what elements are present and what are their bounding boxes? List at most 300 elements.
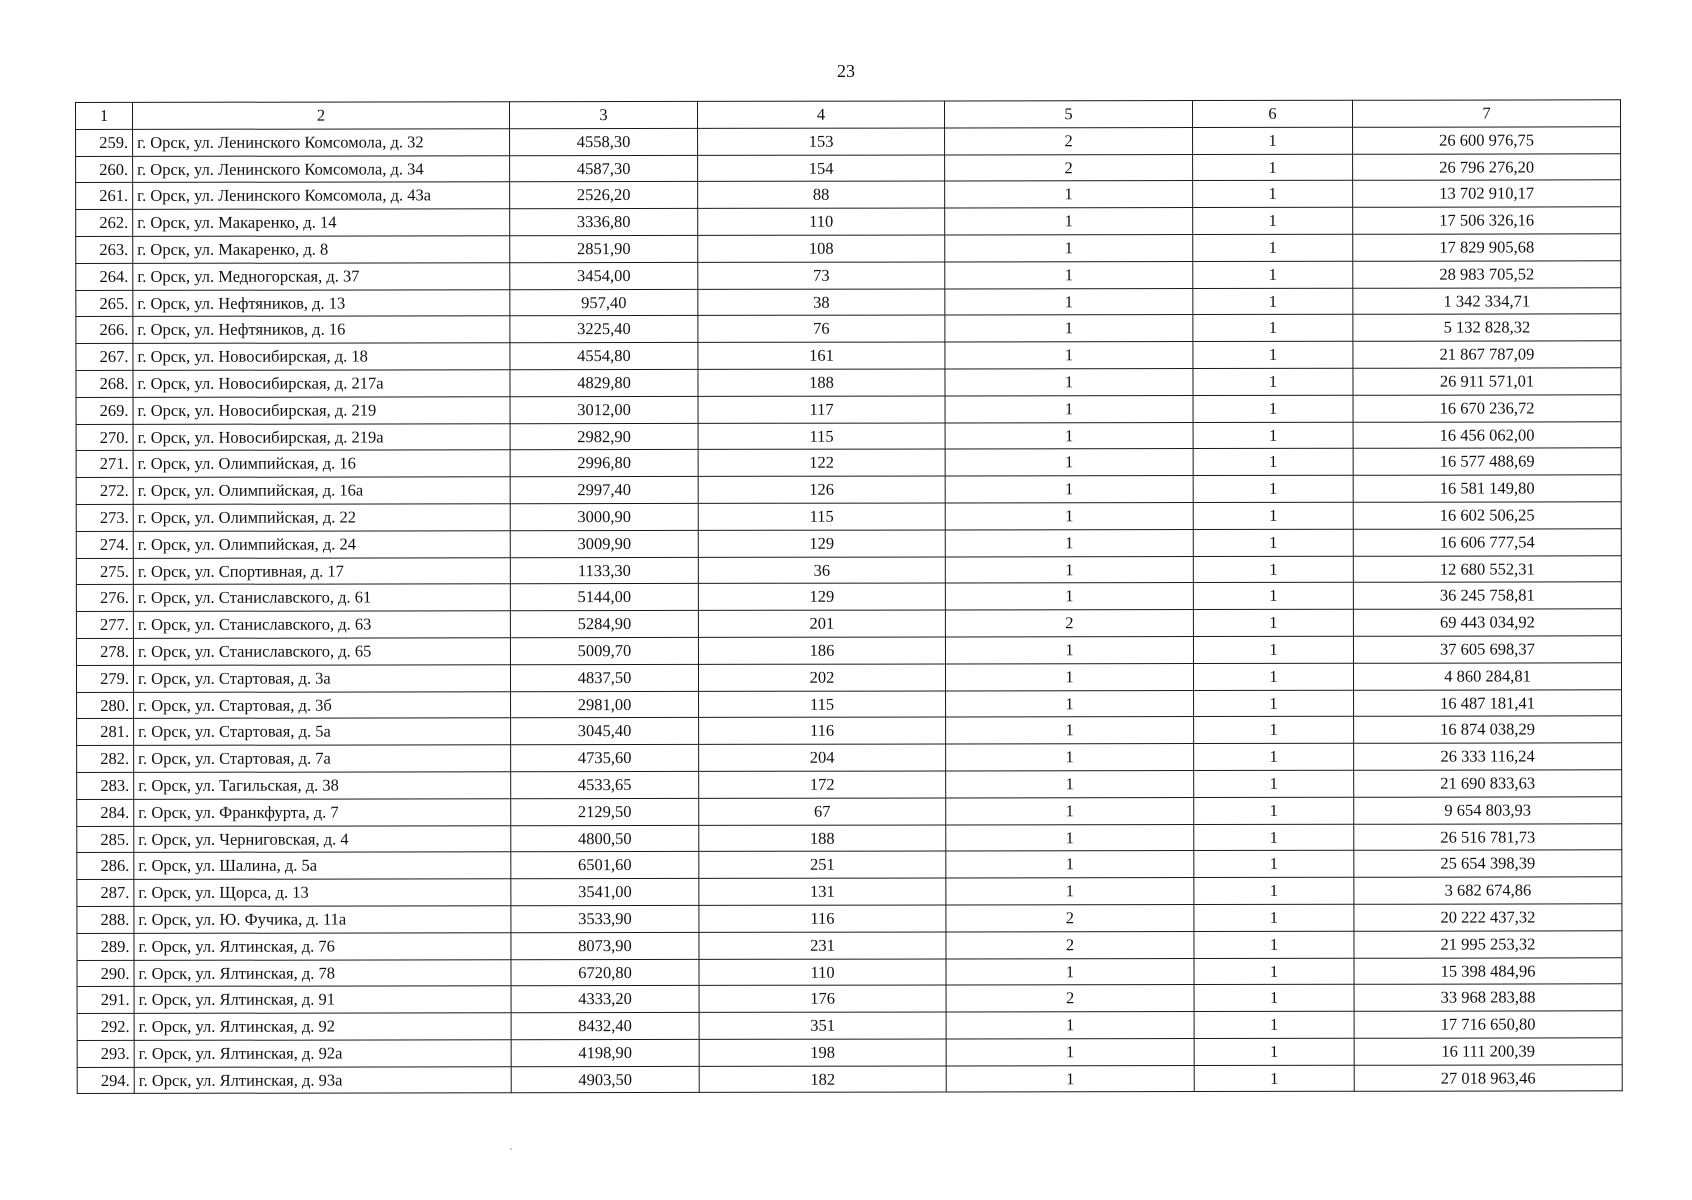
page-number: 23 [837, 61, 855, 81]
amount-cell: 16 111 200,39 [1354, 1038, 1622, 1065]
col5-cell: 1 [945, 556, 1193, 583]
address-cell: г. Орск, ул. Нефтяников, д. 16 [133, 316, 510, 343]
area-cell: 2981,00 [511, 691, 699, 718]
col6-cell: 1 [1193, 449, 1353, 476]
address-cell: г. Орск, ул. Станиславского, д. 63 [133, 611, 510, 638]
residents-cell: 76 [698, 315, 945, 342]
row-number-cell: 284. [77, 799, 134, 826]
row-number-cell: 268. [76, 370, 133, 397]
col5-cell: 1 [945, 663, 1193, 690]
row-number-cell: 281. [77, 719, 134, 746]
col5-cell: 1 [945, 449, 1193, 476]
residents-cell: 126 [698, 476, 945, 503]
table-row [76, 207, 1621, 236]
address-cell: г. Орск, ул. Ялтинская, д. 78 [134, 959, 511, 986]
table-row [77, 797, 1622, 826]
area-cell: 4554,80 [510, 343, 698, 370]
table-row [77, 1011, 1622, 1040]
col6-cell: 1 [1193, 368, 1353, 395]
area-cell: 2996,80 [510, 450, 698, 477]
table-row [77, 877, 1622, 906]
area-cell: 3336,80 [510, 209, 698, 236]
col5-cell: 1 [945, 342, 1193, 369]
amount-cell: 1 342 334,71 [1353, 287, 1621, 314]
area-cell: 6720,80 [511, 959, 699, 986]
address-cell: г. Орск, ул. Стартовая, д. 7а [134, 745, 511, 772]
col6-cell: 1 [1194, 690, 1354, 717]
col5-cell: 1 [945, 315, 1193, 342]
address-cell: г. Орск, ул. Олимпийская, д. 24 [133, 530, 510, 557]
column-number-cell: 4 [697, 101, 944, 128]
row-number-cell: 293. [77, 1040, 134, 1067]
area-cell: 3541,00 [511, 879, 699, 906]
col5-cell: 1 [946, 770, 1194, 797]
col6-cell: 1 [1193, 181, 1353, 208]
col6-cell: 1 [1194, 1038, 1354, 1065]
amount-cell: 16 874 038,29 [1354, 716, 1622, 743]
address-cell: г. Орск, ул. Нефтяников, д. 13 [133, 289, 510, 316]
area-cell: 4800,50 [511, 825, 699, 852]
table-row [76, 127, 1621, 156]
area-cell: 3533,90 [511, 905, 699, 932]
address-cell: г. Орск, ул. Ялтинская, д. 93а [134, 1066, 511, 1093]
residents-cell: 122 [698, 449, 945, 476]
col6-cell: 1 [1194, 851, 1354, 878]
col5-cell: 1 [945, 235, 1193, 262]
amount-cell: 16 602 506,25 [1353, 502, 1621, 529]
row-number-cell: 274. [76, 531, 133, 558]
residents-cell: 38 [698, 289, 945, 316]
area-cell: 4533,65 [511, 771, 699, 798]
address-cell: г. Орск, ул. Ленинского Комсомола, д. 32 [133, 129, 510, 156]
residents-cell: 202 [698, 664, 945, 691]
area-cell: 957,40 [510, 289, 698, 316]
table-row [76, 475, 1621, 504]
address-cell: г. Орск, ул. Шалина, д. 5а [134, 852, 511, 879]
col6-cell: 1 [1194, 904, 1354, 931]
table-row [76, 368, 1621, 397]
row-number-cell: 265. [76, 290, 133, 317]
col6-cell: 1 [1193, 502, 1353, 529]
table-row [76, 153, 1621, 182]
address-cell: г. Орск, ул. Стартовая, д. 3б [134, 691, 511, 718]
row-number-cell: 282. [77, 746, 134, 773]
residents-cell: 186 [698, 637, 945, 664]
row-number-cell: 276. [76, 585, 133, 612]
address-cell: г. Орск, ул. Новосибирская, д. 217а [133, 370, 510, 397]
col5-cell: 1 [945, 208, 1193, 235]
col6-cell: 1 [1193, 636, 1353, 663]
area-cell: 2997,40 [510, 477, 698, 504]
table-row [76, 287, 1621, 316]
address-cell: г. Орск, ул. Ленинского Комсомола, д. 43а [133, 182, 510, 209]
address-cell: г. Орск, ул. Макаренко, д. 14 [133, 209, 510, 236]
residents-cell: 115 [698, 503, 945, 530]
col6-cell: 1 [1194, 1065, 1354, 1092]
col5-cell: 1 [946, 958, 1194, 985]
residents-cell: 108 [698, 235, 945, 262]
row-number-cell: 266. [76, 317, 133, 344]
row-number-cell: 270. [76, 424, 133, 451]
table-row [77, 931, 1622, 960]
amount-cell: 17 829 905,68 [1353, 234, 1621, 261]
area-cell: 4903,50 [511, 1066, 699, 1093]
address-cell: г. Орск, ул. Щорса, д. 13 [134, 879, 511, 906]
row-number-cell: 292. [77, 1013, 134, 1040]
residents-cell: 116 [699, 905, 946, 932]
table-row [77, 770, 1622, 799]
col5-cell: 2 [946, 985, 1194, 1012]
amount-cell: 16 487 181,41 [1354, 689, 1622, 716]
col5-cell: 1 [946, 690, 1194, 717]
amount-cell: 26 333 116,24 [1354, 743, 1622, 770]
residents-cell: 231 [699, 932, 946, 959]
row-number-cell: 290. [77, 960, 134, 987]
col6-cell: 1 [1194, 824, 1354, 851]
row-number-cell: 271. [76, 451, 133, 478]
address-cell: г. Орск, ул. Спортивная, д. 17 [133, 557, 510, 584]
col5-cell: 1 [945, 476, 1193, 503]
col5-cell: 1 [946, 744, 1194, 771]
col5-cell: 1 [945, 369, 1193, 396]
area-cell: 2129,50 [511, 798, 699, 825]
col6-cell: 1 [1193, 395, 1353, 422]
table-body [76, 100, 1623, 1094]
row-number-cell: 267. [76, 344, 133, 371]
table-row [76, 261, 1621, 290]
residents-cell: 251 [699, 851, 946, 878]
amount-cell: 15 398 484,96 [1354, 957, 1622, 984]
residents-cell: 182 [699, 1066, 946, 1093]
col6-cell: 1 [1193, 315, 1353, 342]
table-row [77, 823, 1622, 852]
table-row [77, 957, 1622, 986]
amount-cell: 16 456 062,00 [1353, 421, 1621, 448]
col5-cell: 1 [946, 878, 1194, 905]
col5-cell: 1 [946, 824, 1194, 851]
residents-cell: 131 [699, 878, 946, 905]
area-cell: 2851,90 [510, 235, 698, 262]
table-row [76, 421, 1621, 450]
col5-cell: 1 [946, 1038, 1194, 1065]
area-cell: 3454,00 [510, 262, 698, 289]
row-number-cell: 264. [76, 263, 133, 290]
table-row [76, 582, 1621, 611]
area-cell: 2982,90 [510, 423, 698, 450]
row-number-cell: 259. [76, 129, 133, 156]
row-number-cell: 263. [76, 236, 133, 263]
address-cell: г. Орск, ул. Франкфурта, д. 7 [134, 798, 511, 825]
row-number-cell: 291. [77, 987, 134, 1014]
residents-cell: 188 [698, 369, 945, 396]
col6-cell: 1 [1194, 1011, 1354, 1038]
col6-cell: 1 [1194, 958, 1354, 985]
col6-cell: 1 [1194, 797, 1354, 824]
col6-cell: 1 [1193, 234, 1353, 261]
amount-cell: 17 716 650,80 [1354, 1011, 1622, 1038]
col6-cell: 1 [1193, 475, 1353, 502]
amount-cell: 27 018 963,46 [1354, 1064, 1622, 1091]
amount-cell: 4 860 284,81 [1353, 663, 1621, 690]
col6-cell: 1 [1193, 556, 1353, 583]
col6-cell: 1 [1193, 341, 1353, 368]
amount-cell: 26 911 571,01 [1353, 368, 1621, 395]
residents-cell: 115 [698, 423, 945, 450]
amount-cell: 26 600 976,75 [1353, 127, 1621, 154]
column-number-cell: 7 [1352, 100, 1620, 127]
amount-cell: 21 690 833,63 [1354, 770, 1622, 797]
amount-cell: 28 983 705,52 [1353, 261, 1621, 288]
address-cell: г. Орск, ул. Ялтинская, д. 91 [134, 986, 511, 1013]
col6-cell: 1 [1193, 127, 1353, 154]
col6-cell: 1 [1193, 261, 1353, 288]
row-number-cell: 269. [76, 397, 133, 424]
area-cell: 4558,30 [510, 128, 698, 155]
table-row [77, 1064, 1622, 1093]
column-number-cell: 1 [76, 102, 133, 129]
amount-cell: 20 222 437,32 [1354, 904, 1622, 931]
address-cell: г. Орск, ул. Черниговская, д. 4 [134, 825, 511, 852]
residents-cell: 115 [699, 691, 946, 718]
col6-cell: 1 [1193, 663, 1353, 690]
area-cell: 6501,60 [511, 852, 699, 879]
column-number-cell: 6 [1192, 100, 1352, 127]
table-row [76, 180, 1621, 209]
address-cell: г. Орск, ул. Ялтинская, д. 76 [134, 932, 511, 959]
table-row [76, 609, 1621, 638]
col5-cell: 2 [946, 931, 1194, 958]
col6-cell: 1 [1194, 717, 1354, 744]
col5-cell: 1 [946, 1012, 1194, 1039]
row-number-cell: 279. [76, 665, 133, 692]
residents-cell: 153 [698, 128, 945, 155]
residents-cell: 351 [699, 1012, 946, 1039]
address-cell: г. Орск, ул. Ленинского Комсомола, д. 34 [133, 155, 510, 182]
housing-register-table [75, 99, 1623, 1094]
row-number-cell: 285. [77, 826, 134, 853]
table-row [77, 743, 1622, 772]
col5-cell: 1 [945, 288, 1193, 315]
address-cell: г. Орск, ул. Олимпийская, д. 22 [133, 504, 510, 531]
row-number-cell: 278. [76, 638, 133, 665]
area-cell: 3012,00 [510, 396, 698, 423]
column-number-cell: 2 [133, 102, 510, 129]
residents-cell: 188 [699, 824, 946, 851]
amount-cell: 12 680 552,31 [1353, 555, 1621, 582]
area-cell: 4198,90 [511, 1039, 699, 1066]
amount-cell: 16 670 236,72 [1353, 395, 1621, 422]
address-cell: г. Орск, ул. Новосибирская, д. 219а [133, 423, 510, 450]
address-cell: г. Орск, ул. Тагильская, д. 38 [134, 772, 511, 799]
row-number-cell: 287. [77, 880, 134, 907]
area-cell: 3009,90 [510, 530, 698, 557]
address-cell: г. Орск, ул. Ялтинская, д. 92 [134, 1013, 511, 1040]
row-number-cell: 272. [76, 478, 133, 505]
table-row [76, 234, 1621, 263]
residents-cell: 204 [699, 744, 946, 771]
residents-cell: 161 [698, 342, 945, 369]
residents-cell: 172 [699, 771, 946, 798]
area-cell: 5144,00 [510, 584, 698, 611]
residents-cell: 73 [698, 262, 945, 289]
col5-cell: 1 [946, 797, 1194, 824]
residents-cell: 176 [699, 985, 946, 1012]
table-row [76, 341, 1621, 370]
col5-cell: 1 [945, 261, 1193, 288]
area-cell: 8432,40 [511, 1013, 699, 1040]
row-number-cell: 288. [77, 906, 134, 933]
residents-cell: 154 [698, 155, 945, 182]
amount-cell: 17 506 326,16 [1353, 207, 1621, 234]
col6-cell: 1 [1194, 743, 1354, 770]
table-row [77, 850, 1622, 879]
row-number-cell: 280. [77, 692, 134, 719]
table-row [76, 314, 1621, 343]
col5-cell: 1 [945, 529, 1193, 556]
col6-cell: 1 [1193, 288, 1353, 315]
table-row [76, 555, 1621, 584]
amount-cell: 5 132 828,32 [1353, 314, 1621, 341]
table-row [76, 636, 1621, 665]
address-cell: г. Орск, ул. Новосибирская, д. 219 [133, 397, 510, 424]
col6-cell: 1 [1193, 154, 1353, 181]
column-number-cell: 5 [944, 101, 1192, 128]
amount-cell: 36 245 758,81 [1353, 582, 1621, 609]
column-number-row [76, 100, 1621, 129]
col6-cell: 1 [1194, 877, 1354, 904]
area-cell: 4333,20 [511, 986, 699, 1013]
address-cell: г. Орск, ул. Макаренко, д. 8 [133, 236, 510, 263]
col6-cell: 1 [1193, 207, 1353, 234]
col5-cell: 2 [945, 127, 1193, 154]
residents-cell: 116 [699, 717, 946, 744]
col5-cell: 1 [945, 583, 1193, 610]
amount-cell: 3 682 674,86 [1354, 877, 1622, 904]
col5-cell: 1 [945, 395, 1193, 422]
address-cell: г. Орск, ул. Станиславского, д. 65 [133, 638, 510, 665]
col5-cell: 1 [945, 422, 1193, 449]
amount-cell: 13 702 910,17 [1353, 180, 1621, 207]
area-cell: 3000,90 [510, 503, 698, 530]
col5-cell: 1 [945, 503, 1193, 530]
amount-cell: 37 605 698,37 [1353, 636, 1621, 663]
area-cell: 8073,90 [511, 932, 699, 959]
residents-cell: 129 [698, 583, 945, 610]
row-number-cell: 273. [76, 504, 133, 531]
amount-cell: 9 654 803,93 [1354, 797, 1622, 824]
col5-cell: 2 [945, 154, 1193, 181]
col5-cell: 1 [945, 181, 1193, 208]
amount-cell: 26 516 781,73 [1354, 823, 1622, 850]
residents-cell: 67 [699, 798, 946, 825]
residents-cell: 117 [698, 396, 945, 423]
area-cell: 3045,40 [511, 718, 699, 745]
residents-cell: 110 [698, 208, 945, 235]
table-row [76, 502, 1621, 531]
address-cell: г. Орск, ул. Ю. Фучика, д. 11а [134, 906, 511, 933]
col5-cell: 1 [945, 636, 1193, 663]
address-cell: г. Орск, ул. Ялтинская, д. 92а [134, 1040, 511, 1067]
amount-cell: 16 606 777,54 [1353, 529, 1621, 556]
col5-cell: 1 [946, 717, 1194, 744]
col6-cell: 1 [1194, 931, 1354, 958]
col6-cell: 1 [1193, 609, 1353, 636]
row-number-cell: 283. [77, 772, 134, 799]
table-row [76, 663, 1621, 692]
row-number-cell: 260. [76, 156, 133, 183]
amount-cell: 16 581 149,80 [1353, 475, 1621, 502]
amount-cell: 21 995 253,32 [1354, 931, 1622, 958]
amount-cell: 69 443 034,92 [1353, 609, 1621, 636]
area-cell: 5009,70 [510, 637, 698, 664]
col5-cell: 1 [946, 1065, 1194, 1092]
amount-cell: 25 654 398,39 [1354, 850, 1622, 877]
row-number-cell: 289. [77, 933, 134, 960]
residents-cell: 129 [698, 530, 945, 557]
col5-cell: 2 [945, 610, 1193, 637]
amount-cell: 16 577 488,69 [1353, 448, 1621, 475]
table-row [76, 448, 1621, 477]
amount-cell: 21 867 787,09 [1353, 341, 1621, 368]
table-row [77, 1038, 1622, 1067]
row-number-cell: 277. [76, 612, 133, 639]
area-cell: 2526,20 [510, 182, 698, 209]
area-cell: 4829,80 [510, 369, 698, 396]
table-row [76, 529, 1621, 558]
table-row [77, 689, 1622, 718]
col5-cell: 1 [946, 851, 1194, 878]
row-number-cell: 275. [76, 558, 133, 585]
residents-cell: 198 [699, 1039, 946, 1066]
area-cell: 4587,30 [510, 155, 698, 182]
address-cell: г. Орск, ул. Стартовая, д. 5а [134, 718, 511, 745]
address-cell: г. Орск, ул. Станиславского, д. 61 [133, 584, 510, 611]
row-number-cell: 262. [76, 210, 133, 237]
column-number-cell: 3 [510, 101, 698, 128]
area-cell: 4735,60 [511, 745, 699, 772]
col6-cell: 1 [1193, 529, 1353, 556]
row-number-cell: 294. [77, 1067, 134, 1094]
col6-cell: 1 [1193, 422, 1353, 449]
amount-cell: 26 796 276,20 [1353, 153, 1621, 180]
table-row [76, 395, 1621, 424]
table-row [77, 904, 1622, 933]
area-cell: 5284,90 [510, 611, 698, 638]
col6-cell: 1 [1194, 770, 1354, 797]
residents-cell: 88 [698, 181, 945, 208]
amount-cell: 33 968 283,88 [1354, 984, 1622, 1011]
residents-cell: 36 [698, 557, 945, 584]
address-cell: г. Орск, ул. Медногорская, д. 37 [133, 263, 510, 290]
address-cell: г. Орск, ул. Новосибирская, д. 18 [133, 343, 510, 370]
row-number-cell: 286. [77, 853, 134, 880]
residents-cell: 201 [698, 610, 945, 637]
table-row [77, 716, 1622, 745]
col6-cell: 1 [1193, 583, 1353, 610]
address-cell: г. Орск, ул. Стартовая, д. 3а [133, 664, 510, 691]
scan-speck [510, 1148, 512, 1150]
residents-cell: 110 [699, 958, 946, 985]
area-cell: 3225,40 [510, 316, 698, 343]
col6-cell: 1 [1194, 985, 1354, 1012]
col5-cell: 2 [946, 904, 1194, 931]
area-cell: 4837,50 [510, 664, 698, 691]
row-number-cell: 261. [76, 183, 133, 210]
area-cell: 1133,30 [510, 557, 698, 584]
address-cell: г. Орск, ул. Олимпийская, д. 16а [133, 477, 510, 504]
table-row [77, 984, 1622, 1013]
address-cell: г. Орск, ул. Олимпийская, д. 16 [133, 450, 510, 477]
